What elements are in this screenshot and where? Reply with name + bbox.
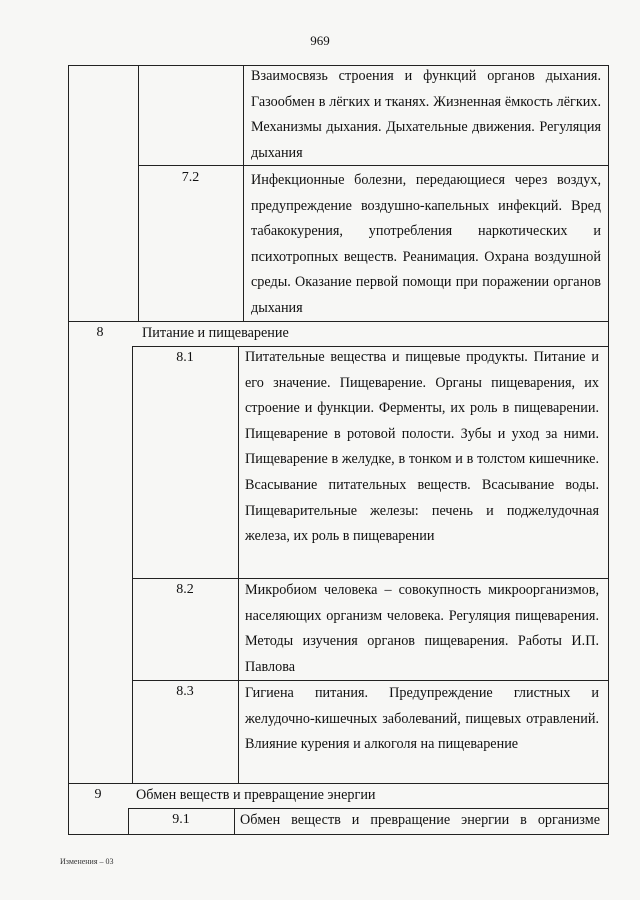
col-divider-num <box>138 65 139 321</box>
subsection-number: 8.2 <box>176 582 194 597</box>
col-divider-num <box>132 346 133 783</box>
section-title: Питание и пищеварение <box>142 325 289 341</box>
section-number: 9 <box>94 787 102 802</box>
section-title: Обмен веществ и превращение энергии <box>136 787 376 803</box>
subsection-number: 8.1 <box>176 350 194 365</box>
subsection-number: 9.1 <box>172 812 190 827</box>
footer-revision: Изменения – 03 <box>60 857 114 866</box>
col-divider-text <box>238 346 239 783</box>
subsection-number: 7.2 <box>181 170 200 185</box>
topic-text-8-1: Питательные вещества и пищевые продукты. Питание и его значение. Пищеварение. Органы пищеварения, их строение и функции. Ферменты, их роль в пищеварении. Пищеварение в ротовой полости. Зубы и уход за ними. Пищеварение в желудке, в тонком и в толстом кишечнике. Всасывание питательных веществ. Всасывание воды. Пищеварительные железы: печень и поджелудочная железа, их роль в пищеварении <box>245 349 599 545</box>
topic-text-7-1: Взаимосвязь строения и функций органов дыхания. Газообмен в лёгких и тканях. Жизненная ёмкость лёгких. Механизмы дыхания. Дыхательные движения. Регуляция дыхания <box>251 68 601 161</box>
col-divider-text <box>234 808 235 835</box>
topic-text-8-3: Гигиена питания. Предупреждение глистных и желудочно-кишечных заболеваний, пищевых отравлений. Влияние курения и алкоголя на пищеварение <box>245 685 599 753</box>
topic-text-8-2: Микробиом человека – совокупность микроорганизмов, населяющих организм человека. Регуляция пищеварения. Методы изучения органов пищеварения. Работы И.П. Павлова <box>245 582 599 675</box>
topic-text-7-2: Инфекционные болезни, передающиеся через воздух, предупреждение воздушно-капельных инфекций. Вред табакокурения, употребления наркотических и психотропных веществ. Реанимация. Охрана воздушной среды. Оказание первой помощи при поражении органов дыхания <box>251 172 601 316</box>
col-divider-text <box>243 65 244 321</box>
topic-text-9-1: Обмен веществ и превращение энергии в организме <box>240 812 600 828</box>
page-number: 969 <box>310 33 330 48</box>
table-border-bottom <box>68 834 609 835</box>
subsection-number: 8.3 <box>176 684 194 699</box>
row-divider <box>68 783 609 784</box>
table-border-right <box>608 65 609 835</box>
table-border-left <box>68 65 69 835</box>
section-number: 8 <box>96 325 104 340</box>
